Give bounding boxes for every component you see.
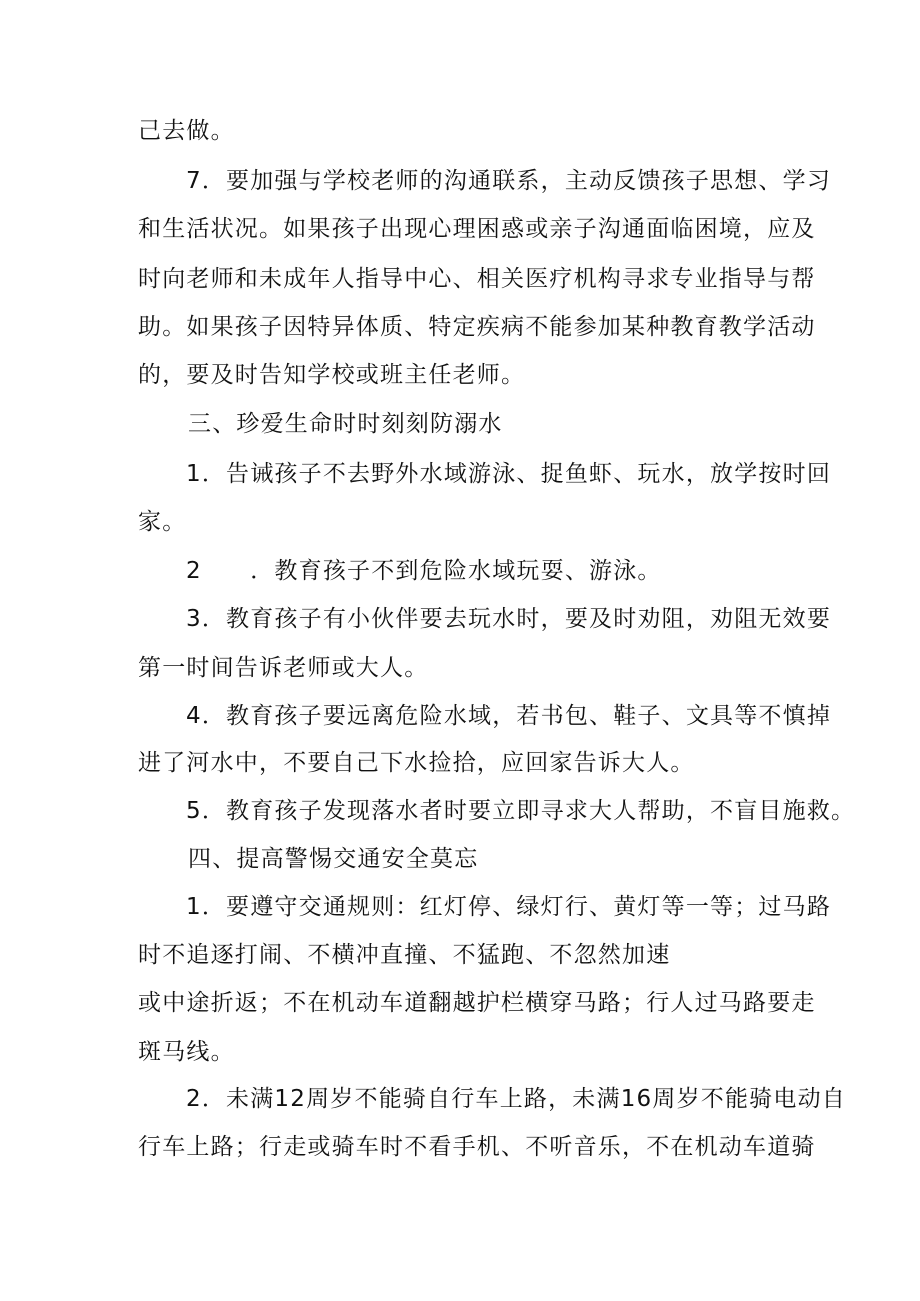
text-line: 家。 bbox=[138, 509, 187, 535]
section-heading: 三、珍爱生命时时刻刻防溺水 bbox=[188, 411, 503, 437]
text-line: 3．教育孩子有小伙伴要去玩水时，要及时劝阻，劝阻无效要 bbox=[186, 606, 832, 632]
text-line: 行车上路；行走或骑车时不看手机、不听音乐，不在机动车道骑 bbox=[138, 1134, 816, 1160]
text-line: 4．教育孩子要远离危险水域，若书包、鞋子、文具等不慎掉 bbox=[186, 703, 832, 729]
section-heading: 四、提高警惕交通安全莫忘 bbox=[188, 846, 479, 872]
text-line: 进了河水中，不要自己下水捡拾，应回家告诉大人。 bbox=[138, 750, 695, 776]
text-line: 助。如果孩子因特异体质、特定疾病不能参加某种教育教学活动 bbox=[138, 314, 816, 340]
text-line: 第一时间告诉老师或大人。 bbox=[138, 655, 429, 681]
text-line: 2．未满12周岁不能骑自行车上路，未满16周岁不能骑电动自 bbox=[186, 1086, 846, 1112]
text-line: 或中途折返；不在机动车道翻越护栏横穿马路；行人过马路要走 bbox=[138, 990, 816, 1016]
text-line: 5．教育孩子发现落水者时要立即寻求大人帮助，不盲目施救。 bbox=[186, 798, 856, 824]
text-line: 时向老师和未成年人指导中心、相关医疗机构寻求专业指导与帮 bbox=[138, 266, 816, 292]
text-line: 1．告诫孩子不去野外水域游泳、捉鱼虾、玩水，放学按时回 bbox=[186, 461, 832, 487]
text-line: 1．要遵守交通规则：红灯停、绿灯行、黄灯等一等；过马路 bbox=[186, 894, 832, 920]
text-line: 2 ．教育孩子不到危险水域玩耍、游泳。 bbox=[186, 558, 662, 584]
text-line: 斑马线。 bbox=[138, 1039, 235, 1065]
text-line: 的，要及时告知学校或班主任老师。 bbox=[138, 362, 526, 388]
text-line: 和生活状况。如果孩子出现心理困惑或亲子沟通面临困境，应及 bbox=[138, 216, 816, 242]
text-line: 时不追逐打闹、不横冲直撞、不猛跑、不忽然加速 bbox=[138, 942, 671, 968]
text-line: 己去做。 bbox=[138, 118, 235, 144]
text-line: 7．要加强与学校老师的沟通联系，主动反馈孩子思想、学习 bbox=[186, 168, 832, 194]
